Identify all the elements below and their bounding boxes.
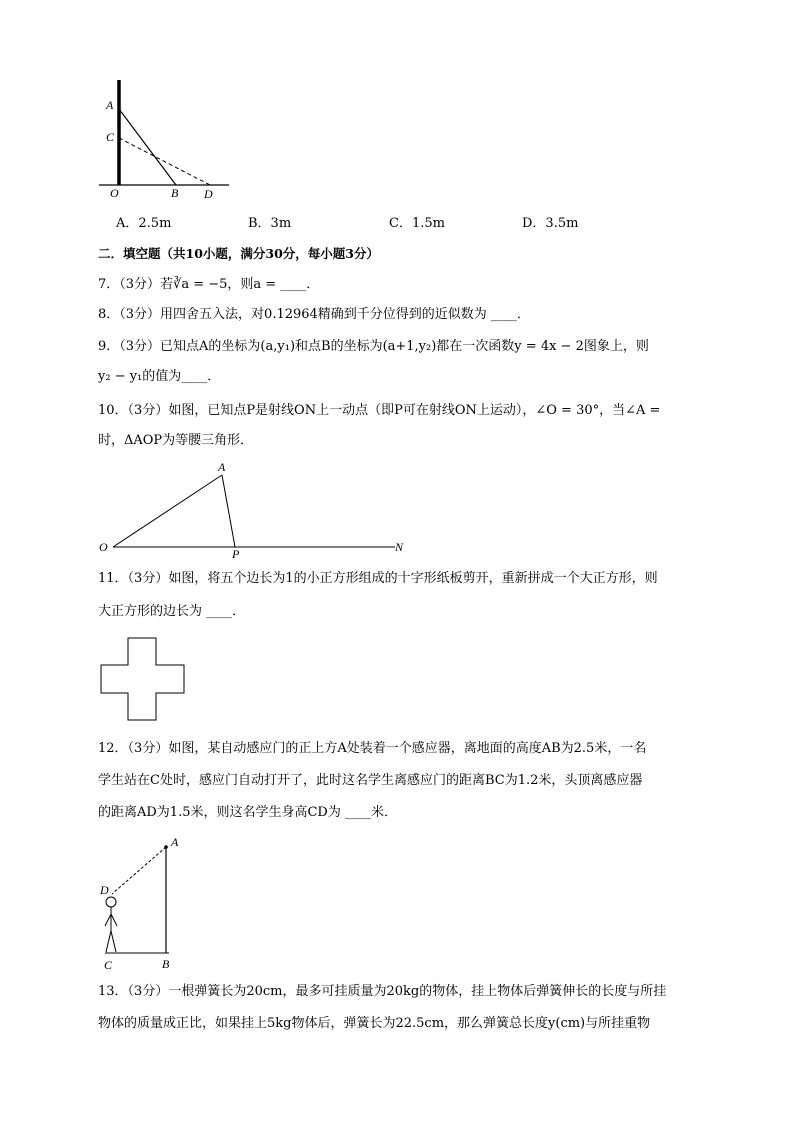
ladder-figure <box>95 75 235 205</box>
option-c: C．1.5m <box>389 216 445 231</box>
student-head <box>106 897 116 907</box>
ladder-cd <box>119 138 210 185</box>
label-c: C <box>106 130 115 144</box>
question-10-line1: 10．（3分）如图，已知点P是射线ON上一动点（即P可在射线ON上运动），∠O = 30°，当∠A = <box>98 403 661 418</box>
option-a: A．2.5m <box>116 216 172 231</box>
cross-shape-figure <box>100 637 186 723</box>
dashed-ad <box>112 847 166 894</box>
label-o: O <box>99 540 108 554</box>
question-13-line2: 物体的质量成正比，如果挂上5kg物体后，弹簧长为22.5cm，那么弹簧总长度y(cm)与所挂重物 <box>98 1016 651 1031</box>
label-d: D <box>204 187 213 201</box>
segment-oa <box>113 475 222 547</box>
label-o: O <box>110 186 119 200</box>
question-13-line1: 13．（3分）一根弹簧长为20cm，最多可挂质量为20kg的物体，挂上物体后弹簧伸长的长度与所挂 <box>98 984 667 999</box>
label-a: A <box>218 460 226 474</box>
label-a: A <box>171 835 179 849</box>
question-9-line2: y₂ − y₁的值为____． <box>98 369 221 384</box>
label-d: D <box>100 883 109 897</box>
label-b: B <box>162 957 170 971</box>
label-p: P <box>232 547 240 560</box>
question-12-line3: 的距离AD为1.5米，则这名学生身高CD为 ____米． <box>98 805 397 820</box>
question-12-line1: 12．（3分）如图，某自动感应门的正上方A处装着一个感应器，离地面的高度AB为2.5米，一名 <box>98 741 647 756</box>
question-8: 8．（3分）用四舍五入法，对0.12964精确到千分位得到的近似数为 ____． <box>98 307 530 322</box>
sensor-point <box>164 845 168 849</box>
student-arm-right <box>111 914 117 926</box>
section-title: 二．填空题（共10小题，满分30分，每小题3分） <box>98 246 379 261</box>
student-arm-left <box>105 914 111 926</box>
question-7: 7．（3分）若∛a = −5，则a = ____． <box>98 277 320 292</box>
question-10-line2: 时，ΔAOP为等腰三角形． <box>98 433 254 448</box>
segment-ap <box>222 475 235 547</box>
option-b: B．3m <box>248 216 292 231</box>
option-d: D．3.5m <box>522 216 579 231</box>
cross-outline <box>101 638 184 720</box>
sensor-door-figure <box>95 830 195 975</box>
question-11-line2: 大正方形的边长为 ____． <box>98 604 246 619</box>
triangle-aop-figure <box>95 455 415 560</box>
ladder-ab <box>119 109 176 185</box>
question-9-line1: 9．（3分）已知点A的坐标为(a,y₁)和点B的坐标为(a+1,y₂)都在一次函数y = 4x − 2图象上，则 <box>98 339 649 354</box>
label-n: N <box>395 540 404 554</box>
student-leg-right <box>111 931 116 952</box>
question-11-line1: 11．（3分）如图，将五个边长为1的小正方形组成的十字形纸板剪开，重新拼成一个大正方形，则 <box>98 571 658 586</box>
student-leg-left <box>106 931 111 952</box>
label-b: B <box>171 186 179 200</box>
question-12-line2: 学生站在C处时，感应门自动打开了，此时这名学生离感应门的距离BC为1.2米，头顶离感应器 <box>98 773 643 788</box>
label-a: A <box>106 98 114 112</box>
label-c: C <box>104 958 113 972</box>
